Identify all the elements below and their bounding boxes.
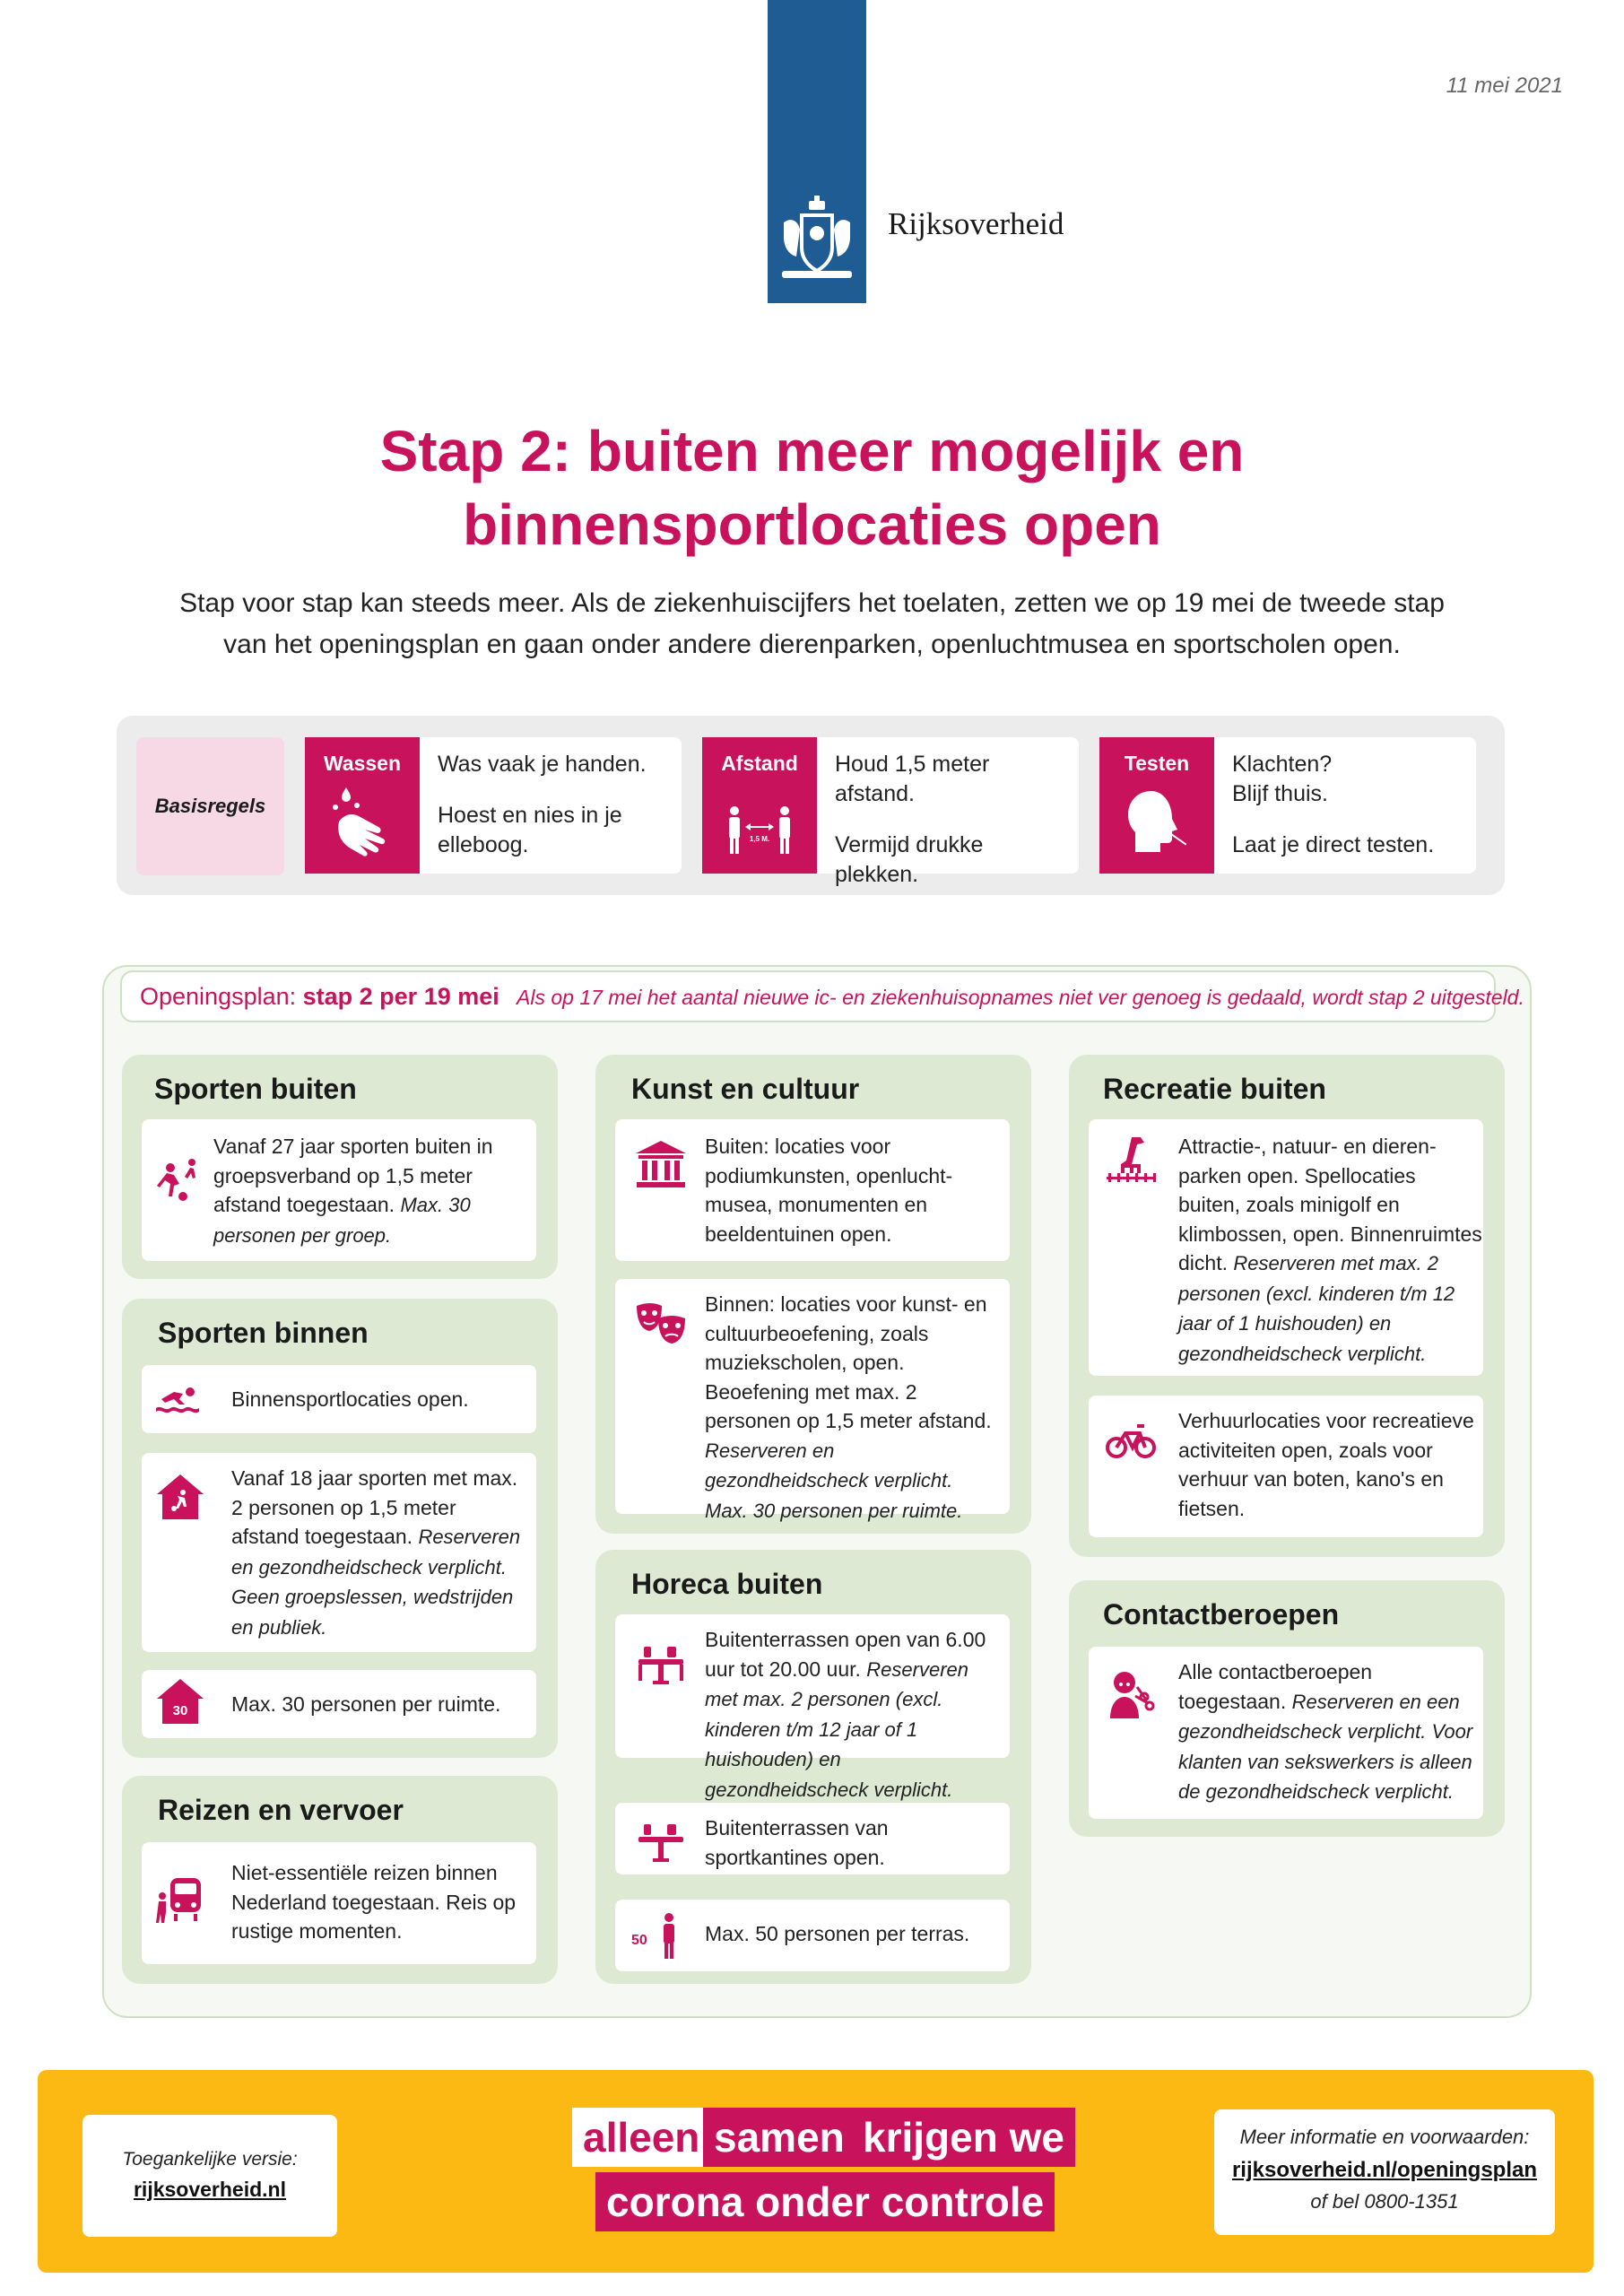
openingsplan-label-prefix: Openingsplan:	[140, 983, 303, 1010]
swimming-icon	[154, 1372, 206, 1424]
room-capacity-label: 30	[172, 1703, 188, 1718]
rule-text-1: Klachten? Blijf thuis.	[1232, 752, 1333, 806]
giraffe-park-icon	[1105, 1134, 1157, 1186]
intro-line-1: Stap voor stap kan steeds meer. Als de ziekenhuiscijfers het toelaten, zetten we op 19 mei de tweede stap	[179, 588, 1445, 618]
bicycle-icon	[1105, 1413, 1157, 1465]
openingsplan-label-date: stap 2 per 19 mei	[302, 983, 499, 1010]
accessible-version-label: Toegankelijke versie:	[122, 2149, 298, 2170]
card-text-italic: Reserveren en een gezondheidscheck verplicht. Voor klanten van sekswerkers is alleen de gezondheidscheck verplicht.	[1178, 1690, 1473, 1803]
rule-wassen	[305, 737, 682, 874]
card-text-main: Alle contactberoepen toegestaan.	[1178, 1660, 1373, 1713]
indoor-sports-icon	[154, 1471, 206, 1523]
card-text: Max. 30 personen per ruimte.	[231, 1692, 501, 1716]
rule-text-2: Hoest en nies in je elleboog.	[438, 803, 622, 857]
card-text-main: Binnen: locaties voor kunst- en cultuurbeoefening, zoals muziekscholen, open. Beoefening met max. 2 personen op 1,5 meter afstand.	[705, 1292, 992, 1432]
card-text	[213, 1132, 518, 1250]
terrace-capacity-icon	[630, 1909, 682, 1961]
card-text	[1178, 1132, 1483, 1369]
rule-afstand	[702, 737, 1079, 887]
title-line-2: binnensportlocaties open	[463, 492, 1161, 557]
card	[615, 1119, 1010, 1261]
rule-text	[835, 750, 1070, 911]
museum-icon	[635, 1139, 687, 1191]
card	[142, 1842, 536, 1964]
terrace-icon	[635, 1634, 687, 1686]
openingsplan-note: Als op 17 mei het aantal nieuwe ic- en ziekenhuisopnames niet ver genoeg is gedaald, wordt stap 2 uitgesteld.	[517, 986, 1524, 1009]
more-info-box	[1214, 2109, 1555, 2235]
openingsplan-label	[140, 983, 499, 1011]
distance-icon	[724, 784, 795, 863]
intro-text	[135, 583, 1489, 665]
rule-side	[1099, 737, 1214, 874]
card	[1089, 1119, 1483, 1376]
intro-line-2: van het openingsplan en gaan onder andere dierenparken, openluchtmusea en sportscholen open.	[223, 630, 1401, 659]
section-horeca	[595, 1550, 1031, 1984]
card-text-main: Vanaf 18 jaar sporten met max. 2 personen op 1,5 meter afstand toegestaan.	[231, 1466, 518, 1548]
page-title	[0, 414, 1624, 561]
card	[1089, 1396, 1483, 1537]
rule-side	[305, 737, 420, 874]
card-text	[231, 1464, 527, 1642]
card-text: Verhuurlocaties voor recreatieve activiteiten open, zoals voor verhuur van boten, kano's en fietsen.	[1178, 1409, 1474, 1520]
rule-name: Wassen	[323, 752, 402, 775]
test-icon	[1121, 784, 1193, 863]
card-text	[705, 1290, 1001, 1526]
basisregels-label: Basisregels	[136, 737, 284, 875]
hairdresser-icon	[1105, 1668, 1157, 1720]
card-text: Niet-essentiële reizen binnen Nederland toegestaan. Reis op rustige momenten.	[231, 1861, 517, 1943]
rule-text-2: Laat je direct testen.	[1232, 832, 1435, 857]
more-info-link[interactable]: rijksoverheid.nl/openingsplan	[1231, 2158, 1538, 2182]
card-text-italic: Reserveren en gezondheidscheck verplicht. Max. 30 personen per ruimte.	[705, 1439, 963, 1522]
slogan-word: samen	[703, 2108, 855, 2167]
rule-testen	[1099, 737, 1476, 874]
card-text: Buitenterrassen van sportkantines open.	[705, 1816, 889, 1869]
terrace-capacity-label: 50	[631, 1933, 647, 1948]
distance-icon-label: 1,5 M.	[749, 835, 770, 843]
card	[615, 1614, 1010, 1801]
outdoor-sports-icon	[152, 1155, 204, 1207]
section-title: Sporten binnen	[158, 1317, 369, 1349]
section-title: Sporten buiten	[154, 1073, 357, 1105]
theater-masks-icon	[635, 1299, 687, 1351]
title-line-1: Stap 2: buiten meer mogelijk en	[379, 419, 1245, 483]
hand-wash-icon	[326, 784, 398, 863]
slogan-word: corona onder controle	[595, 2172, 1055, 2231]
section-sporten-binnen	[122, 1299, 558, 1758]
section-title: Contactberoepen	[1103, 1598, 1340, 1631]
card	[615, 1279, 1010, 1522]
rule-text-2: Vermijd drukke plekken.	[835, 832, 984, 887]
section-contact	[1069, 1580, 1505, 1837]
card-text: Binnensportlocaties open.	[231, 1387, 469, 1411]
section-title: Reizen en vervoer	[158, 1794, 404, 1826]
logo-bar	[768, 0, 866, 303]
card-text-italic: Max. 30 personen per groep.	[213, 1194, 471, 1247]
card-text-main: Attractie-, natuur- en dieren-parken open. Spellocaties buiten, zoals minigolf en klimbossen, open. Binnenruimtes dicht.	[1178, 1135, 1482, 1274]
slogan-word: alleen	[572, 2108, 710, 2167]
card	[142, 1670, 536, 1738]
section-kunst	[595, 1055, 1031, 1534]
rule-text	[1232, 750, 1467, 882]
room-capacity-icon	[154, 1675, 206, 1727]
card	[142, 1119, 536, 1261]
card-text-italic: Reserveren en gezondheidscheck verplicht. Geen groepslessen, wedstrijden en publiek.	[231, 1526, 521, 1639]
card-text: Max. 50 personen per terras.	[705, 1922, 970, 1945]
card-text-italic: Reserveren met max. 2 personen (excl. kinderen t/m 12 jaar of 1 huishouden) en gezondheidscheck verplicht.	[705, 1657, 969, 1801]
rule-name: Afstand	[721, 752, 798, 775]
rule-text	[438, 750, 673, 882]
section-recreatie	[1069, 1055, 1505, 1557]
train-travel-icon	[154, 1874, 206, 1926]
section-title: Recreatie buiten	[1103, 1073, 1326, 1105]
section-reizen	[122, 1776, 558, 1984]
section-title: Horeca buiten	[631, 1568, 823, 1600]
accessible-version-box	[83, 2115, 337, 2237]
card	[142, 1365, 536, 1433]
section-sporten-buiten	[122, 1055, 558, 1279]
card-text-italic: Reserveren met max. 2 personen (excl. kinderen t/m 12 jaar of 1 huishouden) en gezondheidscheck verplicht.	[1178, 1252, 1455, 1365]
card-text-main: Vanaf 27 jaar sporten buiten in groepsverband op 1,5 meter afstand toegestaan.	[213, 1135, 493, 1216]
card	[1089, 1647, 1483, 1819]
footer-banner	[38, 2070, 1594, 2273]
card	[142, 1453, 536, 1652]
sports-canteen-icon	[635, 1812, 687, 1864]
card-text	[705, 1625, 1001, 1805]
openingsplan-header	[120, 970, 1524, 1022]
logo-text: Rijksoverheid	[888, 206, 1064, 241]
coat-of-arms-icon	[775, 196, 859, 285]
card-text: Buiten: locaties voor podiumkunsten, openlucht-musea, monumenten en beeldentuinen open.	[705, 1135, 953, 1246]
slogan-word: krijgen we	[852, 2108, 1075, 2167]
card-text-main: Buitenterrassen open van 6.00 uur tot 20.00 uur.	[705, 1628, 986, 1681]
section-title: Kunst en cultuur	[631, 1073, 860, 1105]
card	[615, 1803, 1010, 1874]
accessible-version-link[interactable]: rijksoverheid.nl	[133, 2178, 286, 2201]
rule-side	[702, 737, 817, 874]
phone-number: of bel 0800-1351	[1310, 2190, 1459, 2213]
rule-text-1: Houd 1,5 meter afstand.	[835, 752, 990, 806]
date: 11 mei 2021	[1446, 74, 1563, 98]
more-info-label: Meer informatie en voorwaarden:	[1239, 2126, 1530, 2148]
rule-name: Testen	[1124, 752, 1190, 775]
rule-text-1: Was vaak je handen.	[438, 752, 647, 777]
card	[615, 1900, 1010, 1971]
card-text	[1178, 1657, 1483, 1807]
